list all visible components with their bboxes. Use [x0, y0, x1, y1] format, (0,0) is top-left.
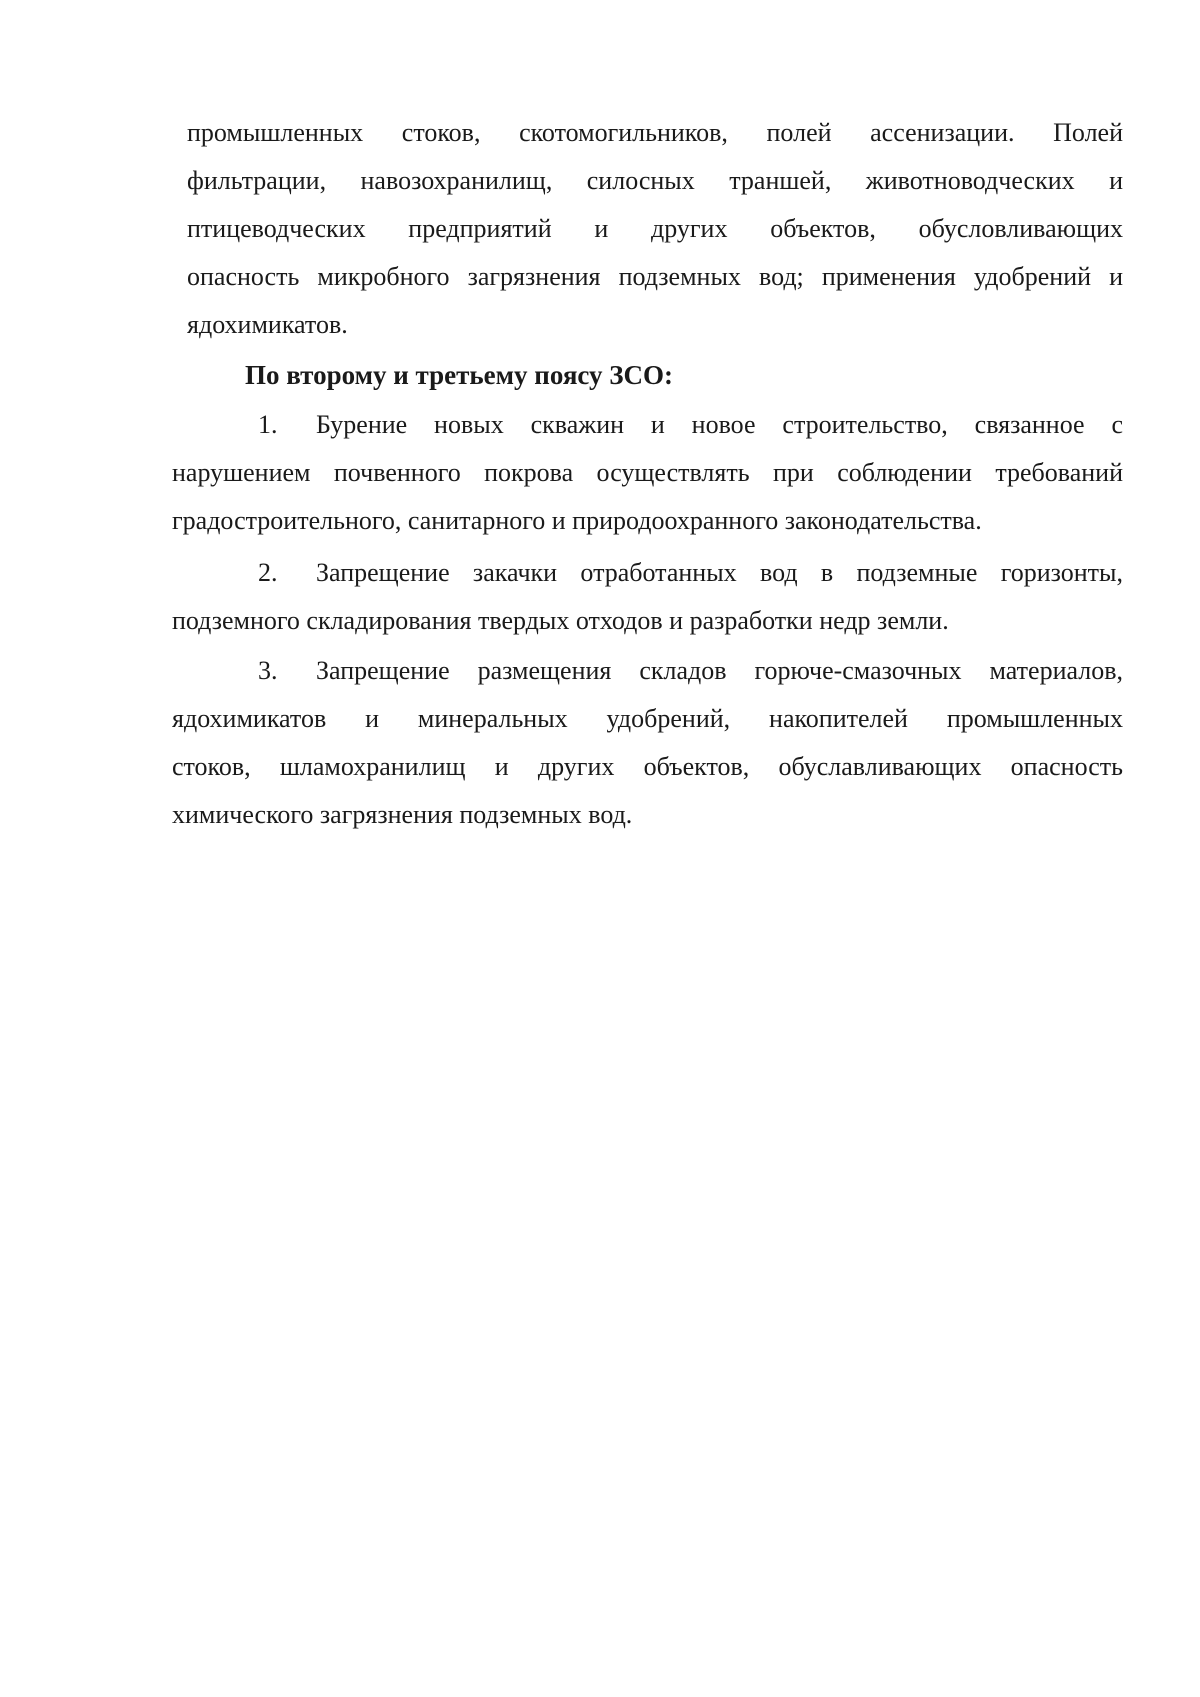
paragraph-line: птицеводческих предприятий и других объектов, обусловливающих: [187, 214, 1123, 243]
list-item-number: 1.: [258, 410, 278, 439]
paragraph-line: промышленных стоков, скотомогильников, полей ассенизации. Полей: [187, 118, 1123, 147]
section-heading: По второму и третьему поясу ЗСО:: [245, 360, 674, 390]
list-item-line: стоков, шламохранилищ и других объектов, обуславливающих опасность: [172, 752, 1123, 781]
list-item-line: Бурение новых скважин и новое строительство, связанное с: [316, 410, 1123, 439]
list-item-line: химического загрязнения подземных вод.: [172, 800, 633, 829]
list-item-line: градостроительного, санитарного и природоохранного законодательства.: [172, 506, 982, 535]
list-item-line: Запрещение закачки отработанных вод в подземные горизонты,: [316, 558, 1123, 587]
list-item-number: 3.: [258, 656, 278, 685]
list-item-line: нарушением почвенного покрова осуществлять при соблюдении требований: [172, 458, 1123, 487]
paragraph-line: ядохимикатов.: [187, 310, 348, 339]
list-item-line: ядохимикатов и минеральных удобрений, накопителей промышленных: [172, 704, 1123, 733]
paragraph-line: фильтрации, навозохранилищ, силосных траншей, животноводческих и: [187, 166, 1123, 195]
list-item-line: подземного складирования твердых отходов и разработки недр земли.: [172, 606, 949, 635]
paragraph-line: опасность микробного загрязнения подземных вод; применения удобрений и: [187, 262, 1123, 291]
list-item-number: 2.: [258, 558, 278, 587]
list-item-line: Запрещение размещения складов горюче-смазочных материалов,: [316, 656, 1123, 685]
